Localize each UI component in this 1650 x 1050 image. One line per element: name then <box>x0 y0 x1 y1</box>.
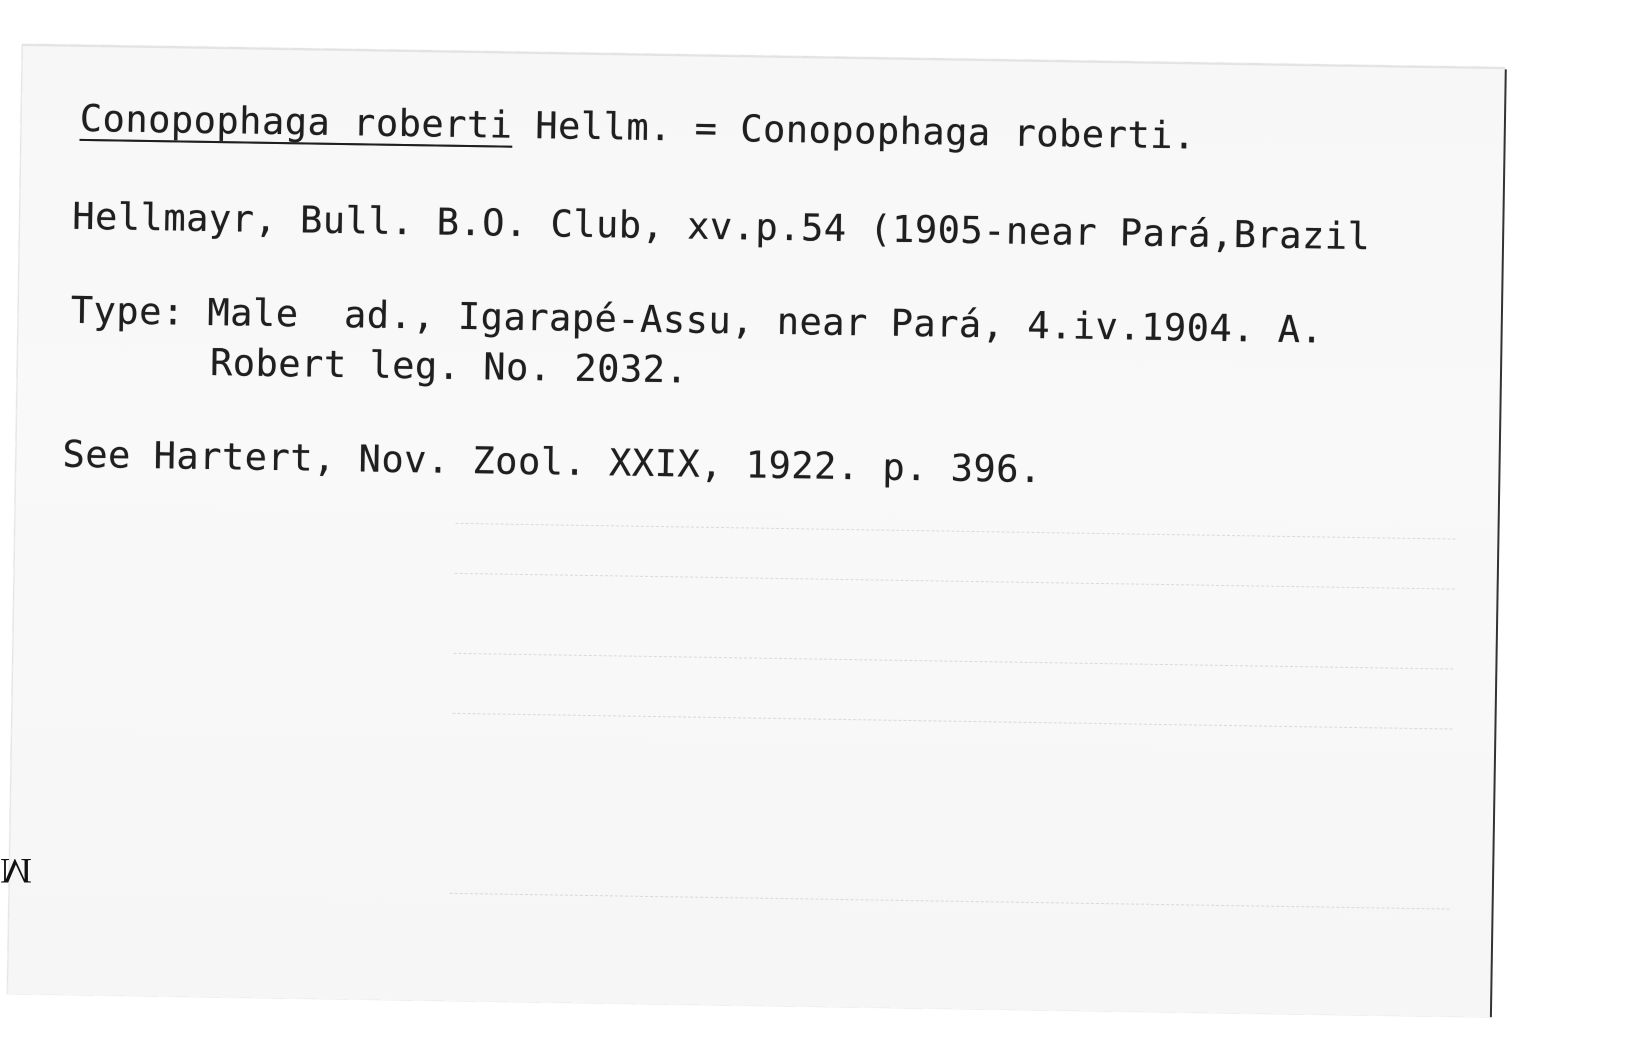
index-card <box>7 44 1505 1017</box>
bleed-through-rule <box>450 893 1450 910</box>
see-also-line: See Hartert, Nov. Zool. XXIX, 1922. p. 396. <box>62 432 1043 492</box>
bleed-through-rule <box>456 523 1456 540</box>
edge-mark: M <box>0 851 33 891</box>
type-line-continued: Robert leg. No. 2032. <box>209 340 689 392</box>
bleed-through-rule <box>455 573 1455 590</box>
card-heading <box>80 97 1197 158</box>
reference-line: Hellmayr, Bull. B.O. Club, xv.p.54 (1905-near Pará,Brazil <box>71 194 1371 259</box>
type-line: Type: Male ad., Igarapé-Assu, near Pará, 4.iv.1904. A. <box>70 288 1324 352</box>
species-name: Conopophaga roberti <box>79 96 513 147</box>
bleed-through-rule <box>453 653 1453 670</box>
bleed-through-rule <box>453 713 1453 730</box>
heading-rest: Hellm. = Conopophaga roberti. <box>512 103 1197 158</box>
